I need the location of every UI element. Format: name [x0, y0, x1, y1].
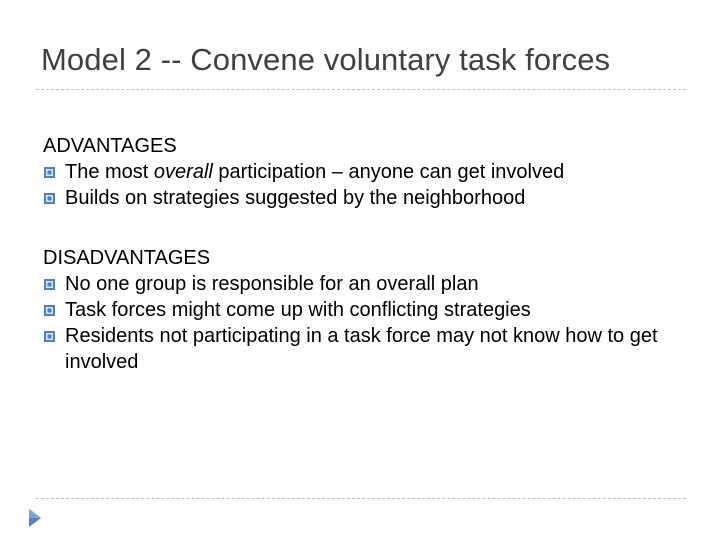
slide-title: Model 2 -- Convene voluntary task forces — [41, 42, 611, 77]
list-item — [43, 297, 683, 323]
bullet-text: Task forces might come up with conflicting strategies — [65, 299, 531, 321]
disadvantages-list — [43, 271, 683, 375]
bullet-text: Builds on strategies suggested by the neighborhood — [65, 187, 526, 209]
footer-divider — [36, 498, 686, 499]
emphasis-text: overall — [153, 161, 213, 183]
list-item — [43, 323, 683, 375]
slide-body — [43, 133, 683, 375]
square-bullet-icon — [43, 297, 65, 323]
bullet-text: The most overall participation – anyone can get involved — [65, 161, 565, 183]
square-bullet-icon — [43, 185, 65, 211]
list-item — [43, 185, 683, 211]
section-spacer — [43, 211, 683, 245]
square-bullet-icon — [43, 323, 65, 349]
square-bullet-icon — [43, 271, 65, 297]
disadvantages-heading: DISADVANTAGES — [43, 247, 211, 269]
bullet-text: No one group is responsible for an overall plan — [65, 273, 479, 295]
list-item — [43, 271, 683, 297]
advantages-heading: ADVANTAGES — [43, 135, 177, 157]
title-divider — [36, 89, 686, 90]
bullet-text: Residents not participating in a task force may not know how to get involved — [65, 325, 658, 373]
advantages-list — [43, 159, 683, 211]
list-item — [43, 159, 683, 185]
square-bullet-icon — [43, 159, 65, 185]
triangle-right-icon[interactable] — [28, 508, 42, 528]
